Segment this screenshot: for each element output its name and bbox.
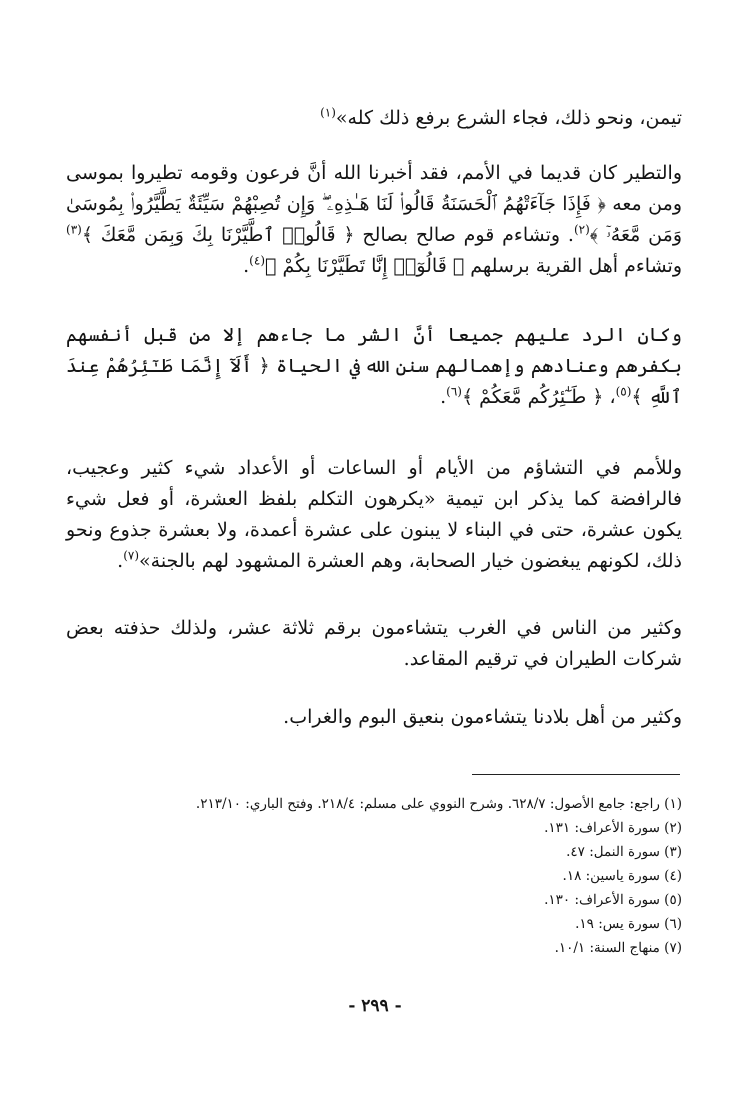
paragraph-6 (66, 702, 682, 733)
paragraph-2 (66, 158, 682, 282)
footnote-6: (٦) سورة يس: ١٩. (575, 916, 682, 932)
paragraph-1-text: تيمن، ونحو ذلك، فجاء الشرع برفع ذلك كله» (335, 107, 682, 129)
footnote-ref-3: (٣) (66, 222, 82, 237)
footnotes-list (66, 792, 682, 960)
footnote-ref-7: (٧) (123, 548, 140, 563)
footnote-ref-2: (٢) (573, 222, 590, 237)
paragraph-6-text: وكثير من أهل بلادنا يتشاءمون بنعيق البوم والغراب. (283, 706, 682, 728)
footnote-ref-5: (٥) (615, 384, 632, 399)
paragraph-5 (66, 613, 682, 675)
paragraph-4-text: وللأمم في التشاؤم من الأيام أو الساعات أو الأعداد شيء كثير وعجيب، فالرافضة كما يذكر ابن تيمية «يكرهون التكلم بلفظ العشرة، أو فعل شيء يكون عشرة، حتى في البناء لا يبنون على عشرة أعمدة، ولا بعشرة جذوع ونحو ذلك، لكونهم يبغضون خيار الصحابة، وهم العشرة المشهود لهم بالجنة» (66, 457, 682, 572)
paragraph-2-text: والتطير كان قديما في الأمم، فقد أخبرنا الله أنَّ فرعون وقومه تطيروا بموسى ومن معه ﴿ فَإِذَا جَآءَتْهُمُ ٱلْحَسَنَةُ قَالُوا۟ لَنَا هَـٰذِهِۦ ۖ وَإِن تُصِبْهُمْ سَيِّئَةٌ يَطَّيَّرُوا۟ بِمُوسَىٰ وَمَن مَّعَهُۥٓ ﴾ (66, 162, 682, 246)
footnote-ref-1: (١) (320, 105, 336, 120)
paragraph-3-tail-2: . (440, 386, 447, 408)
footnote-3: (٣) سورة النمل: ٤٧. (566, 844, 682, 860)
footnote-1: (١) راجع: جامع الأصول: ٦٢٨/٧. وشرح النووي على مسلم: ٢١٨/٤. وفتح الباري: ٢١٣/١٠. (195, 796, 682, 812)
footnote-7: (٧) منهاج السنة: ١٠/١. (554, 940, 682, 956)
footnote-4: (٤) سورة ياسين: ١٨. (562, 868, 682, 884)
footnote-ref-6: (٦) (446, 384, 462, 399)
paragraph-3-tail: ، ﴿ طَـٰٓئِرُكُم مَّعَكُمْ ﴾ (461, 386, 616, 408)
paragraph-4-tail: . (117, 550, 124, 572)
page-number: - ٢٩٩ - (348, 996, 402, 1016)
footnote-5: (٥) سورة الأعراف: ١٣٠. (544, 892, 682, 908)
footnote-2: (٢) سورة الأعراف: ١٣١. (544, 820, 682, 836)
paragraph-2-tail-2: وتشاءم أهل القرية برسلهم ﴿ قَالُوٓا۟ إِنَّا تَطَيَّرْنَا بِكُمْ ﴾ (265, 255, 682, 277)
footnote-divider (472, 774, 680, 775)
paragraph-2-tail-3: . (243, 255, 250, 277)
paragraph-3 (66, 320, 682, 413)
footnote-ref-4: (٤) (249, 253, 265, 268)
paragraph-4 (66, 453, 682, 577)
paragraph-1 (66, 103, 682, 134)
paragraph-2-tail: . وتشاءم قوم صالح بصالح ﴿ قَالُوا۟ ٱطَّيَّرْنَا بِكَ وَبِمَن مَّعَكَ ﴾ (81, 224, 574, 246)
paragraph-3-text: وكان الرد عليهم جميعا أنَّ الشر ما جاءهم إلا من قبل أنفسهم بكفرهم وعنادهم وإهمالهم سنن الله في الحياة ﴿ أَلَآ إِنَّمَا طَـٰٓئِرُهُمْ عِندَ ٱللَّهِ ﴾ (66, 324, 682, 408)
paragraph-5-text: وكثير من الناس في الغرب يتشاءمون برقم ثلاثة عشر، ولذلك حذفته بعض شركات الطيران في ترقيم المقاعد. (66, 617, 682, 670)
